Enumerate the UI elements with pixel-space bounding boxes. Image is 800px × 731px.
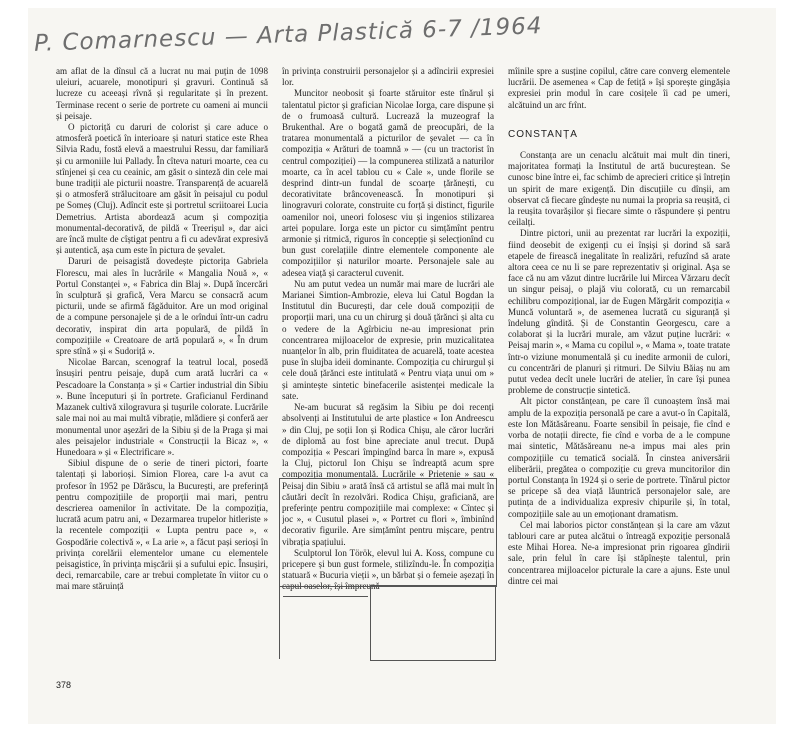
paragraph: Nicolae Barcan, scenograf la teatrul local, posedă însușiri pentru peisaje, după cum arată lucrări ca « Pescadoare la Constanța » și « Cartier industrial din Sibiu ». Bune începuturi și în portrete. Graficianul Ferdinand Mazanek cultivă xilogravura și tușurile colorate. Lucrările sale mai noi au mai multă vibrație, mlădiere și conferă aer monumental unor așezări de la Sibiu și de la Praga și mai ales peisajelor industriale « Construcții la Bicaz », « Hunedoara » și « Electrificare ». — [56, 357, 268, 457]
pen-box-marking-2 — [370, 585, 496, 661]
article-column-3 — [508, 66, 730, 672]
paragraph: Daruri de peisagistă dovedește pictorița Gabriela Florescu, mai ales în lucrările « Mangalia Nouă », « Portul Constanței », « Fabrica din Blaj ». După încercări în sculptură și grafică, Vera Marcu se consacră acum picturii, unde se afirmă făgăduitor. Are un mod original de a compune personajele și de a le orîndui într-un cadru decorativ, inspirat din arta populară, de pildă în compozițiile « Creatoare de artă populară », « În drum spre stînă » și « Sudoriță ». — [56, 256, 268, 357]
paragraph: Nu am putut vedea un număr mai mare de lucrări ale Marianei Simtion-Ambrozie, eleva lui Catul Bogdan la Institutul din București, dar cele două compoziții de proporții mari, una cu un chirurg și două țărănci și alta cu o vedere de la Agîrbiciu ne-au impresionat prin concentrarea mijloacelor de expresie, prin muzicalitatea nuanțelor în alb, prin fluiditatea de acuarelă, toate acestea puse în slujba ideii dominante. Compoziția cu chirurgul și cele două țărănci este intitulată « Pentru viața unui om » și amintește sintetic binefacerile asistenței medicale la sate. — [282, 278, 494, 401]
pen-box-marking — [279, 478, 497, 587]
article-column-1 — [56, 66, 268, 674]
paragraph: Sibiul dispune de o serie de tineri pictori, foarte talentați și laborioși. Simion Florea, care l-a avut ca profesor în 1952 pe Dărăscu, la București, are preferință pentru compozițiile de proporții mai mari, pentru descrierea oamenilor în activitate. De la compoziția, lucrată acum patru ani, « Dezarmarea trupelor hitleriste » la recentele compoziții « Lupta pentru pace », « Gospodărie colectivă », « La arie », a făcut pași serioși în privința corelării elementelor umane cu elementele peisagistice, în privința mișcării și a sufului epic. Însușiri, deci, remarcabile, care ar trebui completate în viitor cu o mai mare stăruință — [56, 458, 268, 592]
column-3-intro — [508, 66, 730, 111]
paragraph: Sculptorul Ion Török, elevul lui A. Koss, compune cu pricepere și bun gust formele, stilizîndu-le. În compoziția statuară « Bucuria vieții », un bărbat și o femeie așezați în capul oaselor, își împreună — [282, 547, 494, 592]
paragraph: Constanța are un cenaclu alcătuit mai mult din tineri, majoritatea formați la Institutul de artă bucureștean. Se cunosc bine între ei, fac schimb de aprecieri critice și întrețin un spirit de mare exigență. Din discuțiile cu dînșii, am observat că fiecare gîndește nu numai la propria sa reușită, ci la reușita tovarășilor și fiecare simte o răspundere și pentru ceilalți. — [508, 150, 730, 228]
paragraph: mîinile spre a susține copilul, către care converg elementele lucrării. De asemenea « Cap de fetiță » își sporește gingășia expresiei prin modul în care cosițele îi cad pe umeri, alcătuind un arc frînt. — [508, 66, 730, 110]
page-number: 378 — [56, 680, 72, 690]
handwritten-header-note: P. Comarnescu — Arta Plastică 6-7 /1964 — [33, 13, 543, 57]
column-3-body — [508, 150, 730, 587]
paragraph: Dintre pictori, unii au prezentat rar lucrări la expoziții, fiind deosebit de exigenți cu ei înșiși și dorind să sară etapele de firească inegalitate în realizări, refuzînd să arate altora ceea ce nu li se pare reprezentativ și original. Așa se face că nu am văzut dintre lucrările lui Mircea Vărzaru decît un singur peisaj, o plajă viu colorată, cu un remarcabil echilibru compozițional, iar de Eugen Mărgărit compoziția « Muncă voluntară », de asemenea lucrată cu siguranță și îndelung gîndită. Și de Constantin Georgescu, care a colaborat și la lucrări murale, am văzut puține lucrări: « Peisaj marin », « Mama cu copilul », « Mama », toate tratate într-o viziune monumentală și cu inedite armonii de culori, cu concentrări de planuri și ritmuri. De Silviu Băiaș nu am putut vedea decît unele lucrări de atelier, în care își punea probleme de construcție sintetică. — [508, 228, 730, 396]
paragraph: Alt pictor constănțean, pe care îl cunoaștem însă mai amplu de la expoziția personală pe care a avut-o în Capitală, este Ion Mătăsăreanu. Foarte sensibil în peisaje, fie cînd e vorba de notații directe, fie cînd e vorba de a le compune mai sintetic, Mătăsăreanu ne-a impus mai ales prin compozițiile cu tematică socială. În cinstea aniversării eliberării, pregătea o compoziție cu greva muncitorilor din portul Constanța în 1924 și o serie de portrete. Tînărul pictor se pricepe să dea viață lăuntrică personajelor sale, are putința de a individualiza expresiv chipurile și, în total, compozițiile sale au un emoționant dramatism. — [508, 396, 730, 519]
section-heading-constanta: CONSTANȚA — [508, 128, 578, 140]
paragraph: în privința construirii personajelor și a adîncirii expresiei lor. — [282, 66, 494, 88]
paragraph: Cel mai laborios pictor constănțean și la care am văzut tablouri care ar putea alcătui o întreagă expoziție personală este Mihai Horea. Ne-a impresionat prin rigoarea gîndirii sale, prin felul în care își stăpînește talentul, prin concentrarea mijloacelor picturale la care a ajuns. Este unul dintre cei mai — [508, 519, 730, 586]
pen-underline — [283, 596, 368, 597]
paragraph: Muncitor neobosit și foarte stăruitor este tînărul și talentatul pictor și grafician Nicolae Iorga, care dispune și de o frumoasă cultură. Lucrează la muzeograf la Brukenthal. Are o bogată gamă de preocupări, de la tratarea monumentală a picturilor de șevalet — ca în compoziția « Arături de toamnă » — (cu un tractorist în centrul compoziției) — la compunerea stilizată a naturilor moarte, ca în acel tablou cu « Cale », unde florile se desprind dintr-un fundal de scoarțe țărănești, cu decorativitate brâncovenească. În monotipuri și linogravuri colorate, construite cu forță și distinct, figurile oamenilor noi, uneori folosesc viu și ingenios stilizarea artei populare. Iorga este un pictor cu simțămînt pentru armonie și ritmică, riguros în concepție și selecționînd cu bun gust corelațiile dintre elementele componente ale compozițiilor și naturilor moarte. Personajele sale au adesea viață și caracterul cuvenit. — [282, 88, 494, 278]
paragraph: Ne-am bucurat să regăsim la Sibiu pe doi recenți absolvenți ai Institutului de arte plastice « Ion Andreescu » din Cluj, pe soții Ion și Rodica Chișu, ale căror lucrări de diplomă au fost bine apreciate anul trecut. După compoziția « Pescari împingînd barca în mare », expusă la Cluj, pictorul Ion Chișu se îndreaptă acum spre compoziția monumentală. Lucrările « Prietenie » sau « Peisaj din Sibiu » arată însă că artistul se află mai mult în căutări decît în rezolvări. Rodica Chișu, graficiană, are preferințe pentru compozițiile mai complexe: « Cîntec și joc », « Cusutul plasei », « Portret cu flori », îmbinînd decorativ figurile. Are simțămînt pentru mișcare, pentru vibrația spațiului. — [282, 402, 494, 547]
paragraph: O pictoriță cu daruri de colorist și care aduce o atmosferă poetică în interioare și naturi statice este Rhea Silvia Radu, fostă elevă a maestrului Ressu, dar familiară și cu armoniile lui Pallady. În cîteva naturi moarte, cea cu stînjenei și cea cu ceainic, am găsit o sinteză din cele mai bune tradiții ale picturii noastre. Transparență de acuarelă și o atmosferă strălucitoare am găsit în peisajul cu podul pe Someș (Cluj). Adîncit este și portretul scriitoarei Lucia Demetrius. Artista abordează acum și compoziția monumental-decorativă, de pildă « Treerișul », dar aici are încă multe de cîștigat pentru a fi cu adevărat expresivă și autentică, așa cum este în pictura de șevalet. — [56, 122, 268, 256]
paragraph: am aflat de la dînsul că a lucrat nu mai puțin de 1098 uleiuri, acuarele, monotipuri și gravuri. Continuă să lucreze cu aceeași rîvnă și regularitate și în prezent. Terminase recent o serie de portrete cu oameni ai muncii și peisaje. — [56, 66, 268, 121]
